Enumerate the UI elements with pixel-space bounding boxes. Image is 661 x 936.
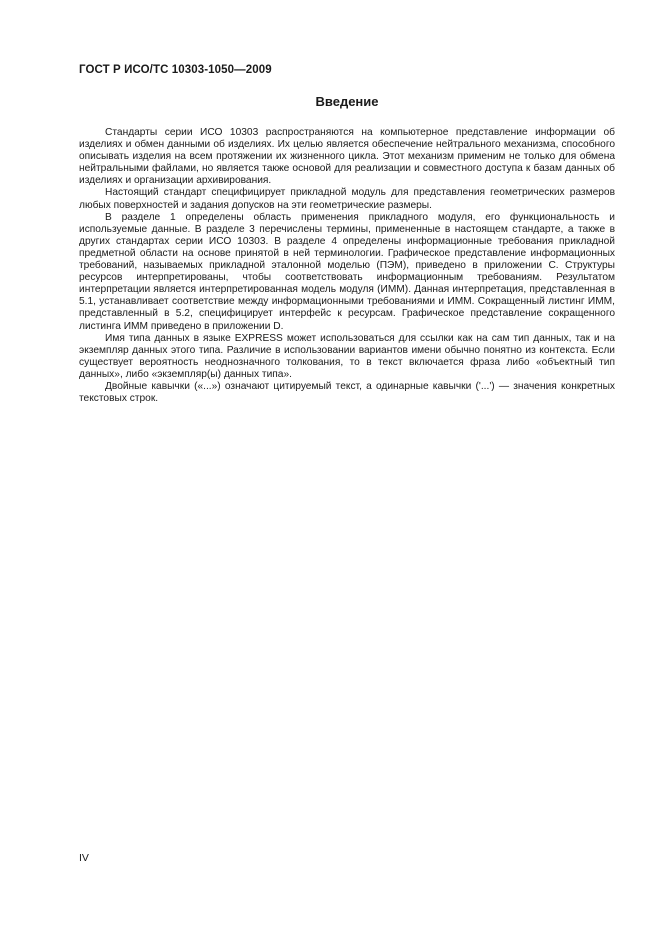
introduction-body — [79, 127, 615, 405]
page-number: IV — [79, 852, 89, 864]
paragraph-standard-purpose: Настоящий стандарт специфицирует прикладной модуль для представления геометрических размеров любых поверхностей и задания допусков на эти геометрические размеры. — [79, 187, 615, 211]
paragraph-quotes-convention: Двойные кавычки («...») означают цитируемый текст, а одинарные кавычки ('...') — значения конкретных текстовых строк. — [79, 380, 615, 405]
paragraph-scope-of-series: Стандарты серии ИСО 10303 распространяются на компьютерное представление информации об изделиях и обмен данными об изделиях. Их целью является обеспечение нейтрального механизма, способного описывать изделия на всем протяжении их жизненного цикла. Этот механизм применим не только для обмена нейтральными файлами, но является также основой для реализации и совместного доступа к базам данных об изделиях и организации архивирования. — [79, 127, 615, 187]
standard-code-header: ГОСТ Р ИСО/ТС 10303-1050—2009 — [79, 64, 272, 76]
section-title: Введение — [315, 94, 379, 109]
paragraph-express-type-names: Имя типа данных в языке EXPRESS может использоваться для ссылки как на сам тип данных, так и на экземпляр данных этого типа. Различие в использовании вариантов имени обычно понятно из контекста. Если существует вероятность неоднозначного толкования, то в текст включается фраза либо «объектный тип данных», либо «экземпляр(ы) данных типа». — [79, 332, 615, 380]
paragraph-sections-overview: В разделе 1 определены область применения прикладного модуля, его функциональность и используемые данные. В разделе 3 перечислены термины, примененные в настоящем стандарте, а также в других стандартах серии ИСО 10303. В разделе 4 определены информационные требования прикладной предметной области на основе принятой в ней терминологии. Графическое представление информационных требований, называемых прикладной эталонной моделью (ПЭМ), приведено в приложении С. Структуры ресурсов интерпретированы, чтобы соответствовать информационным требованиям. Результатом интерпретации является интерпретированная модель модуля (ИММ). Данная интерпретация, представленная в 5.1, устанавливает соответствие между информационными требованиями и ИММ. Сокращенный листинг ИММ, представленный в 5.2, специфицирует интерфейс к ресурсам. Графическое представление сокращенного листинга ИММ приведено в приложении D. — [79, 211, 615, 332]
